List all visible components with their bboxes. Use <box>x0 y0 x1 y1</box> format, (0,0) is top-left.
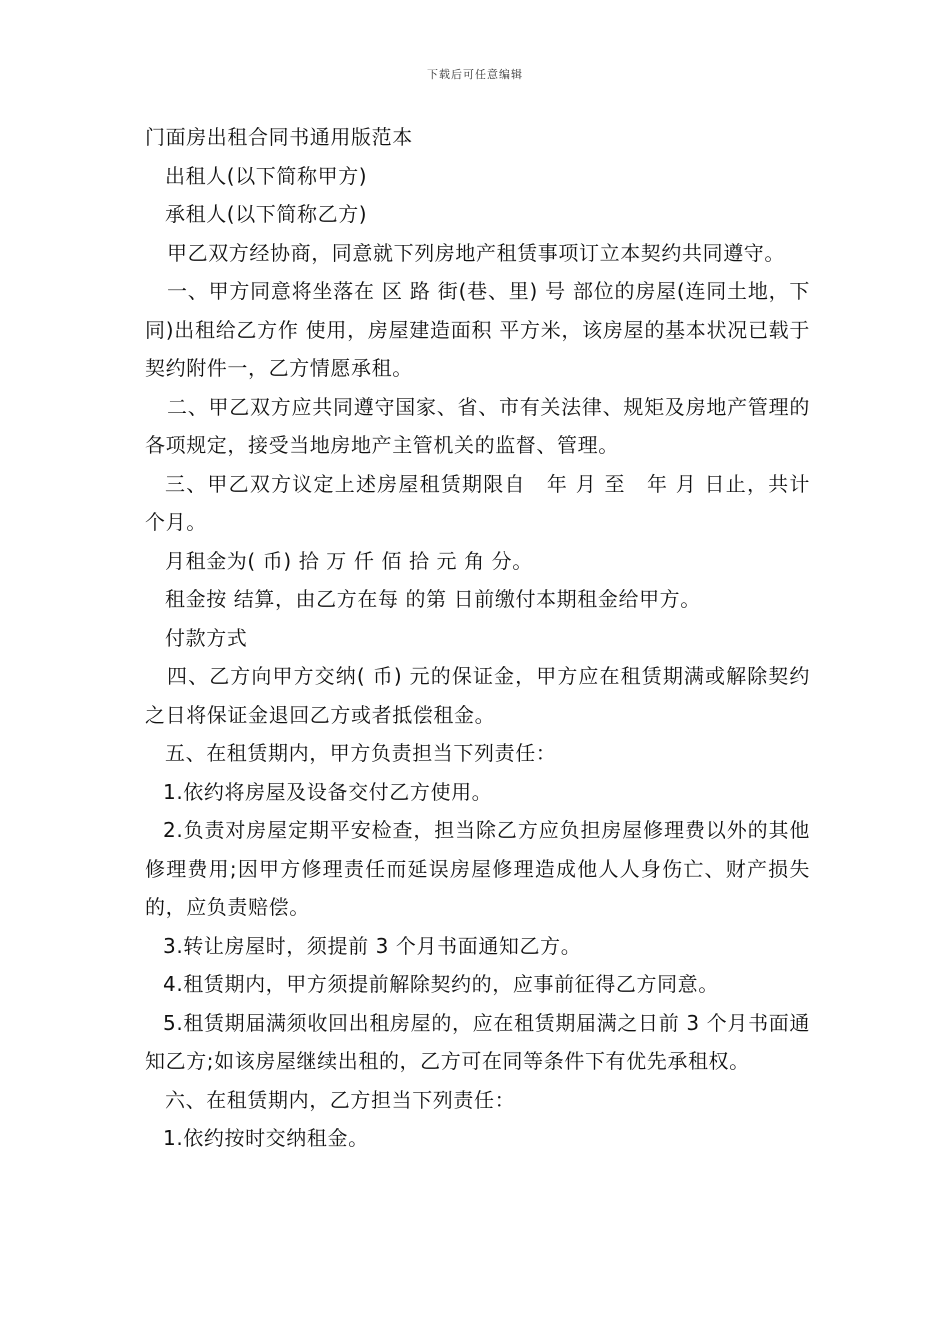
list-item-6-1: 1.依约按时交纳租金。 <box>163 1126 369 1150</box>
paragraph-clause-6: 六、在租赁期内，乙方担当下列责任： <box>165 1087 516 1112</box>
paragraph-lessor: 出租人(以下简称甲方) <box>165 163 368 188</box>
paragraph-rent-settlement: 租金按 结算，由乙方在每 的第 日前缴付本期租金给甲方。 <box>165 587 701 611</box>
paragraph-clause-4: 四、乙方向甲方交纳( 币) 元的保证金，甲方应在租赁期满或解除契约之日将保证金退回乙方或者抵偿租金。 <box>145 664 810 727</box>
paragraph-monthly-rent: 月租金为( 币) 拾 万 仟 佰 拾 元 角 分。 <box>165 548 533 573</box>
paragraph-clause-1: 一、甲方同意将坐落在 区 路 街(巷、里) 号 部位的房屋(连同土地，下同)出租给乙方作 使用，房屋建造面积 平方米，该房屋的基本状况已载于契约附件一，乙方情愿承租。 <box>145 279 810 380</box>
paragraph-preamble: 甲乙双方经协商，同意就下列房地产租赁事项订立本契约共同遵守。 <box>167 240 785 265</box>
list-item-5-3: 3.转让房屋时，须提前 3 个月书面通知乙方。 <box>163 933 582 958</box>
list-item-5-4: 4.租赁期内，甲方须提前解除契约的，应事前征得乙方同意。 <box>163 972 719 996</box>
document-body <box>145 118 810 1158</box>
document-title: 门面房出租合同书通用版范本 <box>145 125 413 149</box>
paragraph-clause-2: 二、甲乙双方应共同遵守国家、省、市有关法律、规矩及房地产管理的各项规定，接受当地房地产主管机关的监督、管理。 <box>145 394 810 457</box>
list-item-5-2: 2.负责对房屋定期平安检查，担当除乙方应负担房屋修理费以外的其他修理费用;因甲方修理责任而延误房屋修理造成他人人身伤亡、财产损失的，应负责赔偿。 <box>145 818 810 919</box>
list-item-5-1: 1.依约将房屋及设备交付乙方使用。 <box>163 779 493 804</box>
paragraph-clause-5: 五、在租赁期内，甲方负责担当下列责任： <box>165 741 557 765</box>
paragraph-clause-3: 三、甲乙双方议定上述房屋租赁期限自 年 月 至 年 月 日止，共计 个月。 <box>145 471 810 534</box>
paragraph-lessee: 承租人(以下简称乙方) <box>165 202 368 226</box>
page-header-note: 下载后可任意编辑 <box>427 68 523 81</box>
list-item-5-5: 5.租赁期届满须收回出租房屋的，应在租赁期届满之日前 3 个月书面通知乙方;如该房屋继续出租的，乙方可在同等条件下有优先承租权。 <box>145 1010 810 1073</box>
paragraph-payment-method: 付款方式 <box>165 625 248 650</box>
